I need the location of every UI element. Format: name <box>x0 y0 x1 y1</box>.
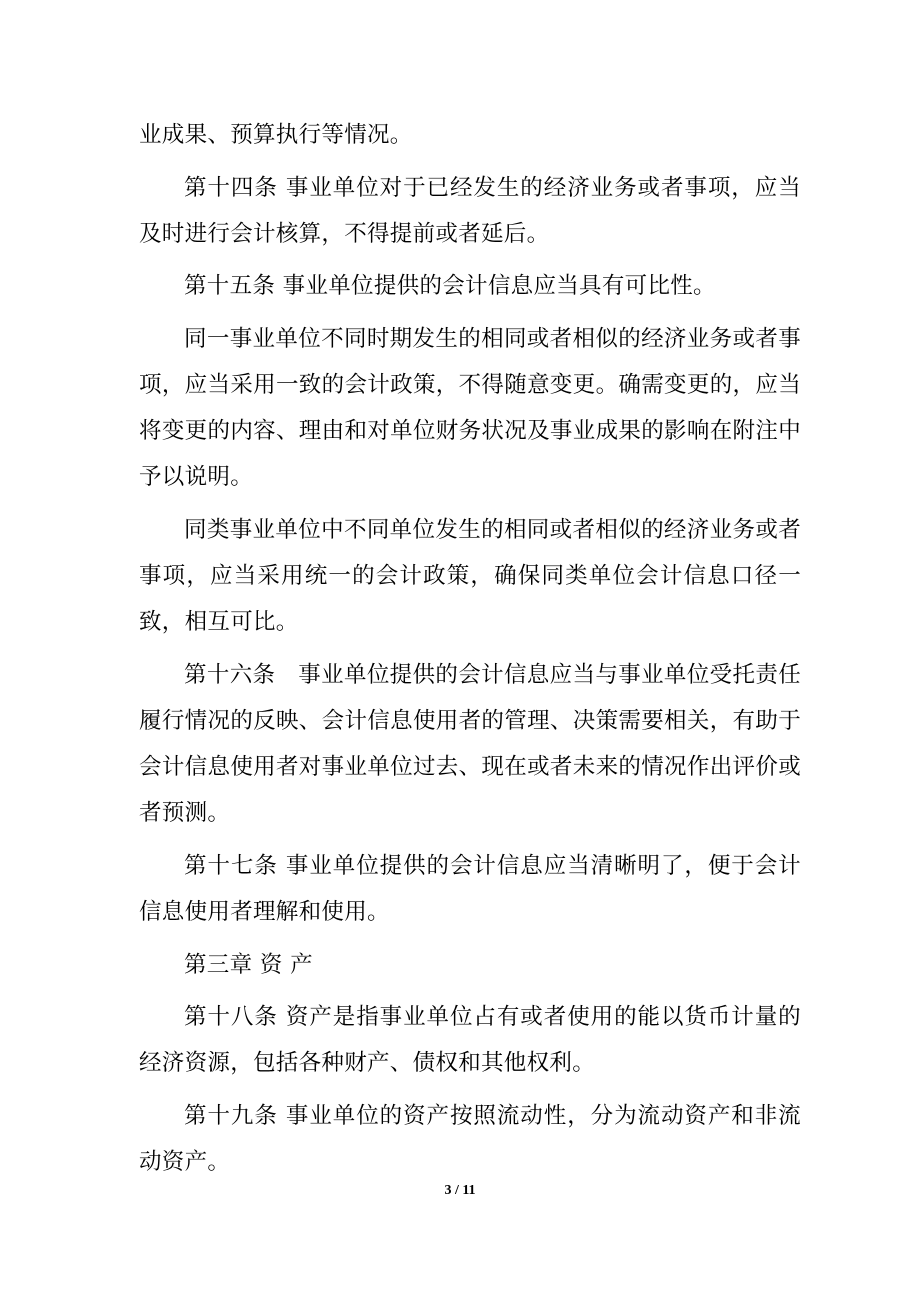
paragraph-article-16: 第十六条 事业单位提供的会计信息应当与事业单位受托责任履行情况的反映、会计信息使用者的管理、决策需要相关，有助于会计信息使用者对事业单位过去、现在或者未来的情况作出评价或者预测。 <box>139 661 801 827</box>
paragraph-article-14: 第十四条 事业单位对于已经发生的经济业务或者事项，应当及时进行会计核算，不得提前或者延后。 <box>139 174 801 247</box>
paragraph-article-15: 第十五条 事业单位提供的会计信息应当具有可比性。 <box>184 273 716 300</box>
paragraph-article-15-clause-2: 同类事业单位中不同单位发生的相同或者相似的经济业务或者事项，应当采用统一的会计政策，确保同类单位会计信息口径一致，相互可比。 <box>139 516 801 636</box>
paragraph-article-19: 第十九条 事业单位的资产按照流动性，分为流动资产和非流动资产。 <box>139 1102 801 1175</box>
paragraph-1: 业成果、预算执行等情况。 <box>139 122 413 148</box>
paragraph-article-15-clause-1: 同一事业单位不同时期发生的相同或者相似的经济业务或者事项，应当采用一致的会计政策，不得随意变更。确需变更的，应当将变更的内容、理由和对单位财务状况及事业成果的影响在附注中予以说明。 <box>139 325 801 491</box>
paragraph-article-18: 第十八条 资产是指事业单位占有或者使用的能以货币计量的经济资源，包括各种财产、债权和其他权利。 <box>139 1004 801 1077</box>
chapter-heading: 第三章 资 产 <box>184 951 313 978</box>
document-body <box>139 112 801 1191</box>
page-number: 3 / 11 <box>444 1183 476 1198</box>
paragraph-article-17: 第十七条 事业单位提供的会计信息应当清晰明了，便于会计信息使用者理解和使用。 <box>139 852 801 926</box>
